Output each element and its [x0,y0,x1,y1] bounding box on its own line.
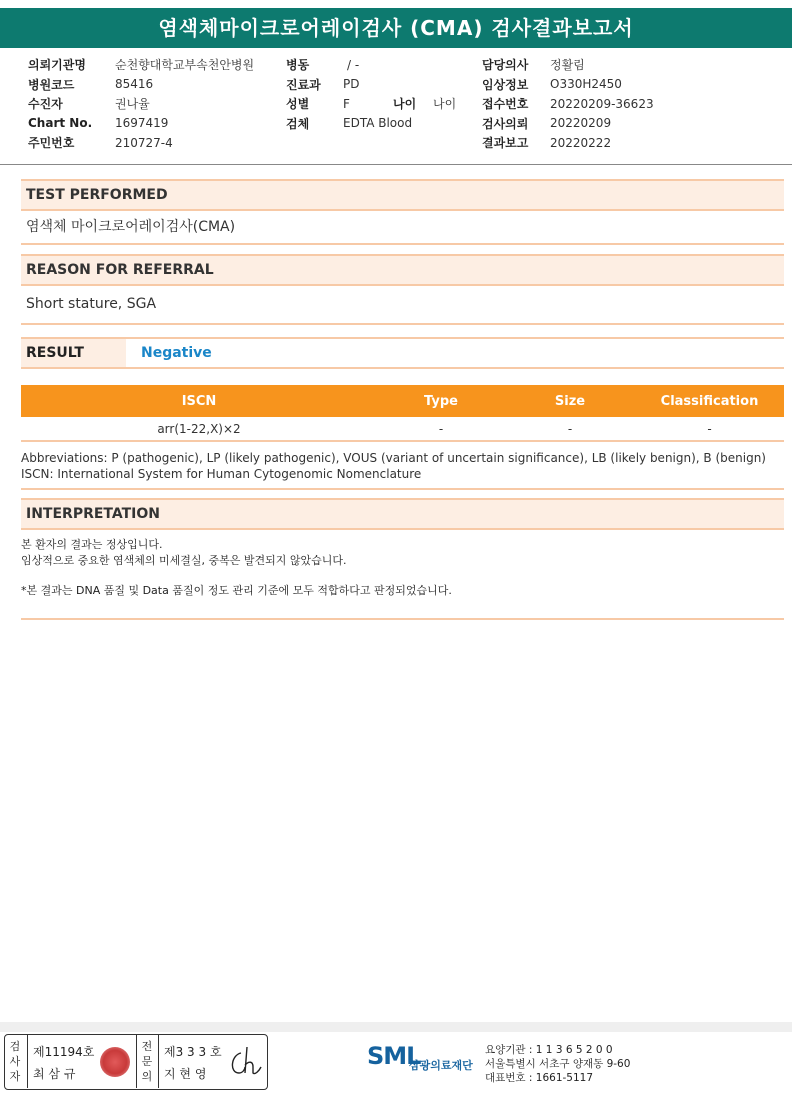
logo-name: 삼광의료재단 [409,1059,473,1072]
examiner-name: 최 삼 규 [33,1067,76,1081]
cell-iscn: arr(1-22,X)×2 [21,417,377,441]
divider [27,1035,28,1088]
interpretation-line: 본 환자의 결과는 정상입니다. [21,538,163,551]
info-value: 정활림 [550,58,585,73]
signature [227,1043,263,1081]
info-row [28,114,254,134]
info-value: 순천향대학교부속천안병원 [115,58,255,73]
abbreviation-line: ISCN: International System for Human Cytogenomic Nomenclature [21,467,422,481]
lab-info-line: 대표번호 : 1661-5117 [485,1072,594,1084]
result-value: Negative [141,345,212,361]
iscn-table [21,385,784,442]
info-value: PD [343,77,360,92]
info-row [482,55,654,75]
divider [158,1035,159,1088]
reviewer-name: 지 현 영 [164,1067,207,1081]
info-row [286,55,456,75]
info-value: 20220209-36623 [550,96,654,111]
cell-size: - [505,417,635,441]
info-value: F [343,96,350,111]
info-label: 수진자 [28,97,63,112]
info-value: 20220209 [550,116,612,131]
report-title: 염색체마이크로어레이검사 (CMA) 검사결과보고서 [0,8,792,48]
info-row [482,133,654,153]
col-header-iscn: ISCN [21,385,377,417]
info-label: 병동 [286,58,310,73]
info-value: O330H2450 [550,77,622,92]
info-label: Chart No. [28,116,93,131]
lab-info-line: 서울특별시 서초구 양재동 9-60 [485,1058,631,1070]
info-row [28,133,254,153]
col-header-classification: Classification [635,385,784,417]
reason-value: Short stature, SGA [21,286,784,325]
info-row [28,94,254,114]
table-header-row [21,385,784,417]
reason-header: REASON FOR REFERRAL [21,254,784,286]
info-label: 진료과 [286,77,321,92]
info-label: 검체 [286,116,310,131]
info-row [286,114,456,134]
footer-band [0,1022,792,1032]
info-value: 권나율 [115,97,150,112]
info-row [482,114,654,134]
info-row [482,75,654,95]
signature-box [4,1034,268,1090]
info-label: 병원코드 [28,77,75,92]
info-divider [0,164,792,165]
info-label: 주민번호 [28,136,75,151]
info-value: 85416 [115,77,154,92]
examiner-label: 검사자 [9,1040,21,1083]
info-label: 접수번호 [482,97,529,112]
info-label: 담당의사 [482,58,529,73]
col-header-type: Type [377,385,505,417]
interpretation-body [21,537,784,620]
info-row [286,94,456,114]
interpretation-line: 임상적으로 중요한 염색체의 미세결실, 중복은 발견되지 않았습니다. [21,554,347,567]
reviewer-label: 전문의 [141,1040,153,1083]
info-label: 결과보고 [482,136,529,151]
info-label: 의뢰기관명 [28,58,86,73]
examiner-license: 제11194호 [33,1045,95,1059]
info-label: 임상정보 [482,77,529,92]
info-column-2 [286,55,456,133]
logo-mark: SML [367,1042,421,1070]
seal-stamp [100,1047,130,1077]
cell-classification: - [635,417,784,441]
lab-info [485,1043,630,1085]
info-value: 20220222 [550,135,612,150]
info-column-3 [482,55,654,153]
test-performed-value: 염색체 마이크로어레이검사(CMA) [21,211,784,245]
info-row [28,75,254,95]
lab-info-line: 요양기관 : 1 1 3 6 5 2 0 0 [485,1044,613,1056]
col-header-size: Size [505,385,635,417]
table-row [21,417,784,441]
info-row [28,55,254,75]
result-row [21,337,784,369]
info-row [286,75,456,95]
info-value: 210727-4 [115,135,173,150]
sml-logo [367,1042,473,1072]
info-label: 검사의뢰 [482,116,529,131]
interpretation-header: INTERPRETATION [21,498,784,530]
cell-type: - [377,417,505,441]
abbreviation-line: Abbreviations: P (pathogenic), LP (likely pathogenic), VOUS (variant of uncertain significance), LB (likely benign), B (benign) [21,451,766,465]
info-label: 나이 [393,97,417,112]
result-label: RESULT [21,339,126,367]
info-label: 성별 [286,97,310,112]
interpretation-note: *본 결과는 DNA 품질 및 Data 품질이 정도 관리 기준에 모두 적합하다고 판정되었습니다. [21,584,452,597]
info-value: EDTA Blood [343,116,413,131]
info-column-1 [28,55,254,153]
reviewer-license: 제3 3 3 호 [164,1045,222,1059]
info-value: 1697419 [115,116,169,131]
abbreviations [21,450,784,490]
divider [136,1035,137,1088]
info-value: 나이 [433,97,457,112]
info-value: / - [347,57,360,72]
test-performed-header: TEST PERFORMED [21,179,784,211]
info-row [482,94,654,114]
